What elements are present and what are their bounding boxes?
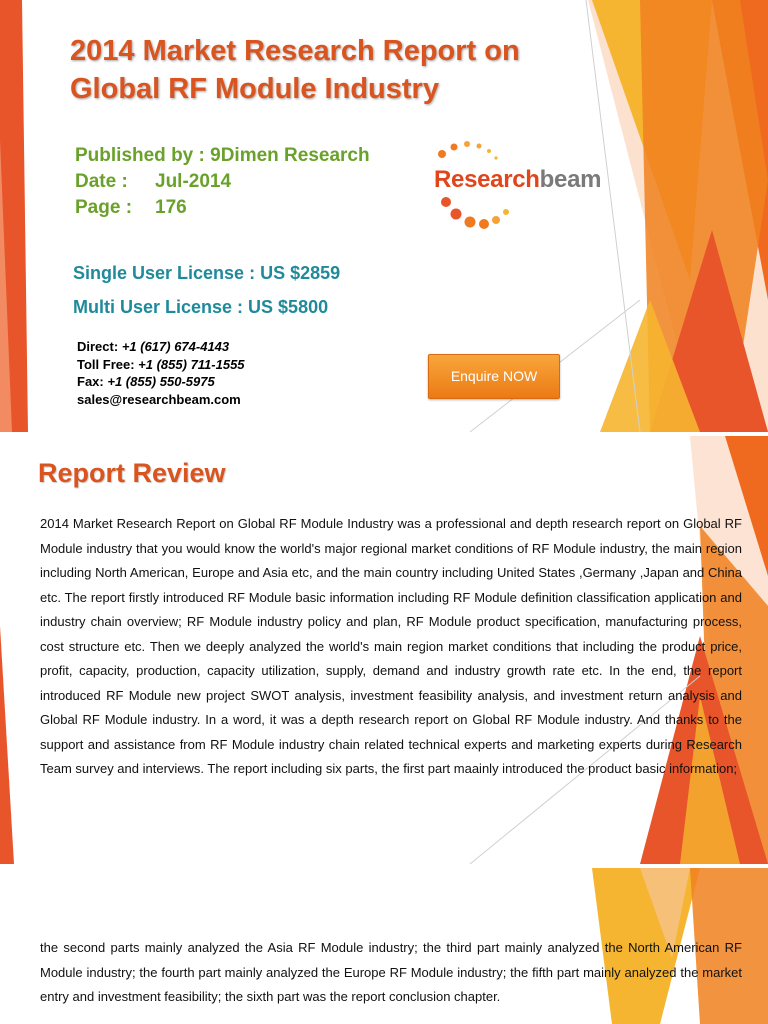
report-date	[75, 171, 231, 193]
continuation-page	[0, 868, 768, 1024]
logo-research: Research	[434, 166, 540, 193]
direct-line	[77, 338, 245, 356]
logo-beam: beam	[539, 166, 602, 193]
direct-value: +1 (617) 674-4143	[121, 339, 230, 354]
tollfree-label: Toll Free:	[77, 356, 135, 372]
email-link[interactable]: sales@researchbeam.com	[77, 391, 241, 407]
tollfree-value: +1 (855) 711-1555	[138, 356, 245, 372]
fax-label: Fax:	[77, 374, 104, 389]
tollfree-line	[77, 356, 245, 374]
report-review-page	[0, 436, 768, 864]
single-user-license: Single User License : US $2859	[73, 263, 341, 283]
direct-label: Direct:	[77, 339, 119, 354]
published-label: Published by :	[75, 145, 205, 166]
page-label: Page :	[75, 197, 133, 218]
fax-value: +1 (855) 550-5975	[107, 374, 215, 389]
page-value: 176	[155, 197, 187, 218]
logo-wordmark	[434, 166, 601, 194]
published-value: 9Dimen Research	[210, 145, 370, 166]
fax-line	[77, 373, 245, 391]
published-by	[75, 145, 370, 167]
multi-user-license: Multi User License : US $5800	[73, 297, 329, 317]
enquire-now-button[interactable]: Enquire NOW	[428, 354, 560, 399]
date-value: Jul-2014	[155, 171, 232, 192]
continuation-paragraph: the second parts mainly analyzed the Asia RF Module industry; the third part mainly analyzed the North American RF Module industry; the fourth part mainly analyzed the Europe RF Module industry; the fifth part mainly analyzed the market entry and investment feasibility; the sixth part was the report conclusion chapter.	[40, 940, 742, 1004]
date-label: Date :	[75, 171, 128, 192]
report-review-heading: Report Review	[38, 458, 226, 488]
report-title: 2014 Market Research Report on Global RF Module Industry	[70, 35, 520, 105]
page-count	[75, 197, 187, 219]
contact-block	[77, 338, 245, 408]
report-review-paragraph: 2014 Market Research Report on Global RF Module Industry was a professional and depth research report on Global RF Module industry that you would know the world's major regional market conditions of RF Module industry, the main region including North American, Europe and Asia etc, and the main country including United States ,Germany ,Japan and China etc. The report firstly introduced RF Module basic information including RF Module definition classification application and industry chain overview; RF Module industry policy and plan, RF Module product specification, manufacturing process, cost structure etc. Then we deeply analyzed the world's main region market conditions that including the product price, profit, capacity, production, capacity utilization, supply, demand and industry growth rate etc. In the end, the report introduced RF Module new project SWOT analysis, investment feasibility analysis, and investment return analysis and Global RF Module industry. In a word, it was a depth research report on Global RF Module industry. And thanks to the support and assistance from RF Module industry chain related technical experts and marketing experts during Research Team survey and interviews. The report including six parts, the first part maainly introduced the product basic information;	[40, 516, 742, 776]
cover-page	[0, 0, 768, 432]
